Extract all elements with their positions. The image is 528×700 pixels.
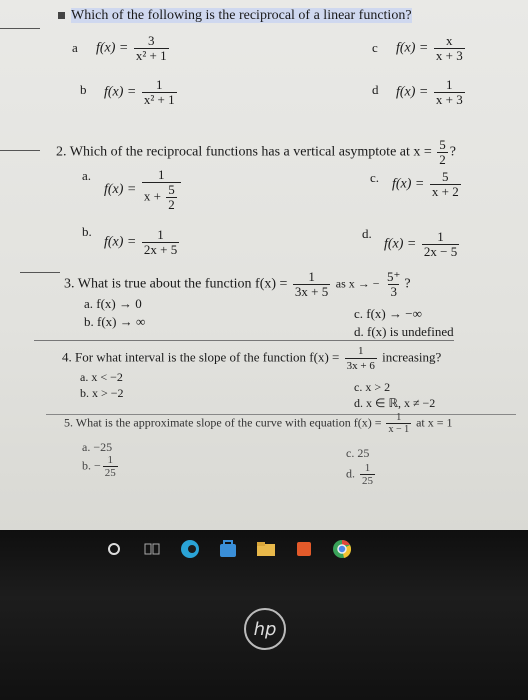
question-1-prompt: Which of the following is the reciprocal of a linear function?	[58, 8, 412, 24]
q2-option-a-label: a.	[82, 168, 92, 183]
q5-option-c[interactable]: c. 25	[346, 446, 370, 460]
q2-option-b[interactable]: f(x) = $\frac{1}{2x + 5}$	[104, 227, 178, 257]
q3-option-d[interactable]: d. f(x) is undefined	[354, 324, 454, 339]
folder-icon[interactable]	[256, 539, 276, 559]
taskbar-icons	[104, 534, 352, 564]
fraction: $\frac{1}{3x + 5}$	[294, 269, 329, 299]
q2-option-a[interactable]: f(x) = 1 x + $\frac{5}{2}$	[104, 168, 183, 212]
answer-line	[0, 150, 40, 151]
q5-option-b[interactable]: b. − $\frac{1}{25}$	[82, 454, 116, 479]
fraction: $\frac{1}{25}$	[362, 462, 373, 487]
fraction: 1 x + $\frac{5}{2}$	[142, 168, 181, 212]
q5-option-d[interactable]: d. $\frac{1}{25}$	[346, 462, 373, 487]
q2-option-d-label: d.	[362, 226, 372, 241]
q1-option-b[interactable]: f(x) = $\frac{1}{\text{x² + 1}}$	[104, 77, 175, 107]
question-2-prompt: 2. Which of the reciprocal functions has a vertical asymptote at x = $\frac{5}{2}$ ?	[56, 137, 457, 167]
q2-option-c-label: c.	[370, 170, 380, 185]
fraction: $\frac{1}{x + 3}$	[435, 77, 463, 107]
fraction: $\frac{1}{25}$	[104, 454, 116, 479]
q1-option-d-label: d	[372, 82, 379, 97]
hp-logo: hp	[244, 608, 286, 650]
fraction: $\frac{1}{x - 1}$	[388, 412, 410, 435]
question-4-prompt: 4. For what interval is the slope of the function f(x) = $\frac{1}{3x + 6}$ increasing?	[62, 345, 442, 372]
store-icon[interactable]	[218, 539, 238, 559]
fraction: $\frac{3}{\text{x² + 1}}$	[135, 33, 167, 63]
q1-option-a[interactable]: f(x) = $\frac{3}{\text{x² + 1}}$	[96, 33, 167, 63]
q3-option-c[interactable]: c. f(x) → −∞	[354, 306, 422, 321]
office-icon[interactable]	[294, 539, 314, 559]
edge-browser-icon[interactable]	[180, 539, 200, 559]
fraction: $\frac{1}{3x + 6}$	[346, 345, 375, 372]
q1-option-c-label: c	[372, 40, 378, 55]
q1-option-b-label: b	[80, 82, 87, 97]
answer-line	[0, 28, 40, 29]
q4-option-c[interactable]: c. x > 2	[354, 380, 391, 394]
q2-option-b-label: b.	[82, 224, 92, 239]
q1-option-c[interactable]: f(x) = $\frac{x}{x + 3}$	[396, 33, 463, 63]
q1-option-d[interactable]: f(x) = $\frac{1}{x + 3}$	[396, 77, 463, 107]
fraction: $\frac{1}{2x - 5}$	[423, 229, 458, 259]
search-icon[interactable]	[104, 539, 124, 559]
q3-option-a[interactable]: a. f(x) → 0	[84, 296, 142, 311]
q3-option-b[interactable]: b. f(x) → ∞	[84, 314, 146, 329]
q4-option-a[interactable]: a. x < −2	[80, 370, 123, 384]
fraction: $\frac{5^+}{3}$	[387, 269, 401, 299]
chrome-icon[interactable]	[332, 539, 352, 559]
fraction: $\frac{5}{x + 2}$	[431, 169, 459, 199]
q2-option-d[interactable]: f(x) = $\frac{1}{2x - 5}$	[384, 229, 458, 259]
question-5-prompt: 5. What is the approximate slope of the curve with equation f(x) = $\frac{1}{x - 1}$ at x = 1	[64, 412, 453, 435]
bullet-icon	[58, 12, 65, 19]
task-view-icon[interactable]	[142, 539, 162, 559]
question-3-prompt: 3. What is true about the function f(x) = $\frac{1}{3x + 5}$ as x → − $\frac{5^+}{3}$ ?	[64, 269, 411, 299]
fraction: $\frac{1}{2x + 5}$	[143, 227, 178, 257]
q4-option-d[interactable]: d. x ∈ ℝ, x ≠ −2	[354, 396, 436, 410]
answer-line	[20, 272, 60, 273]
fraction: $\frac{5}{2}$	[439, 137, 446, 167]
fraction: $\frac{x}{x + 3}$	[435, 33, 463, 63]
divider	[34, 340, 454, 341]
fraction: $\frac{1}{\text{x² + 1}}$	[143, 77, 175, 107]
q1-option-a-label: a	[72, 40, 78, 55]
q4-option-b[interactable]: b. x > −2	[80, 386, 124, 400]
q5-option-a[interactable]: a. −25	[82, 440, 113, 454]
q2-option-c[interactable]: f(x) = $\frac{5}{x + 2}$	[392, 169, 459, 199]
